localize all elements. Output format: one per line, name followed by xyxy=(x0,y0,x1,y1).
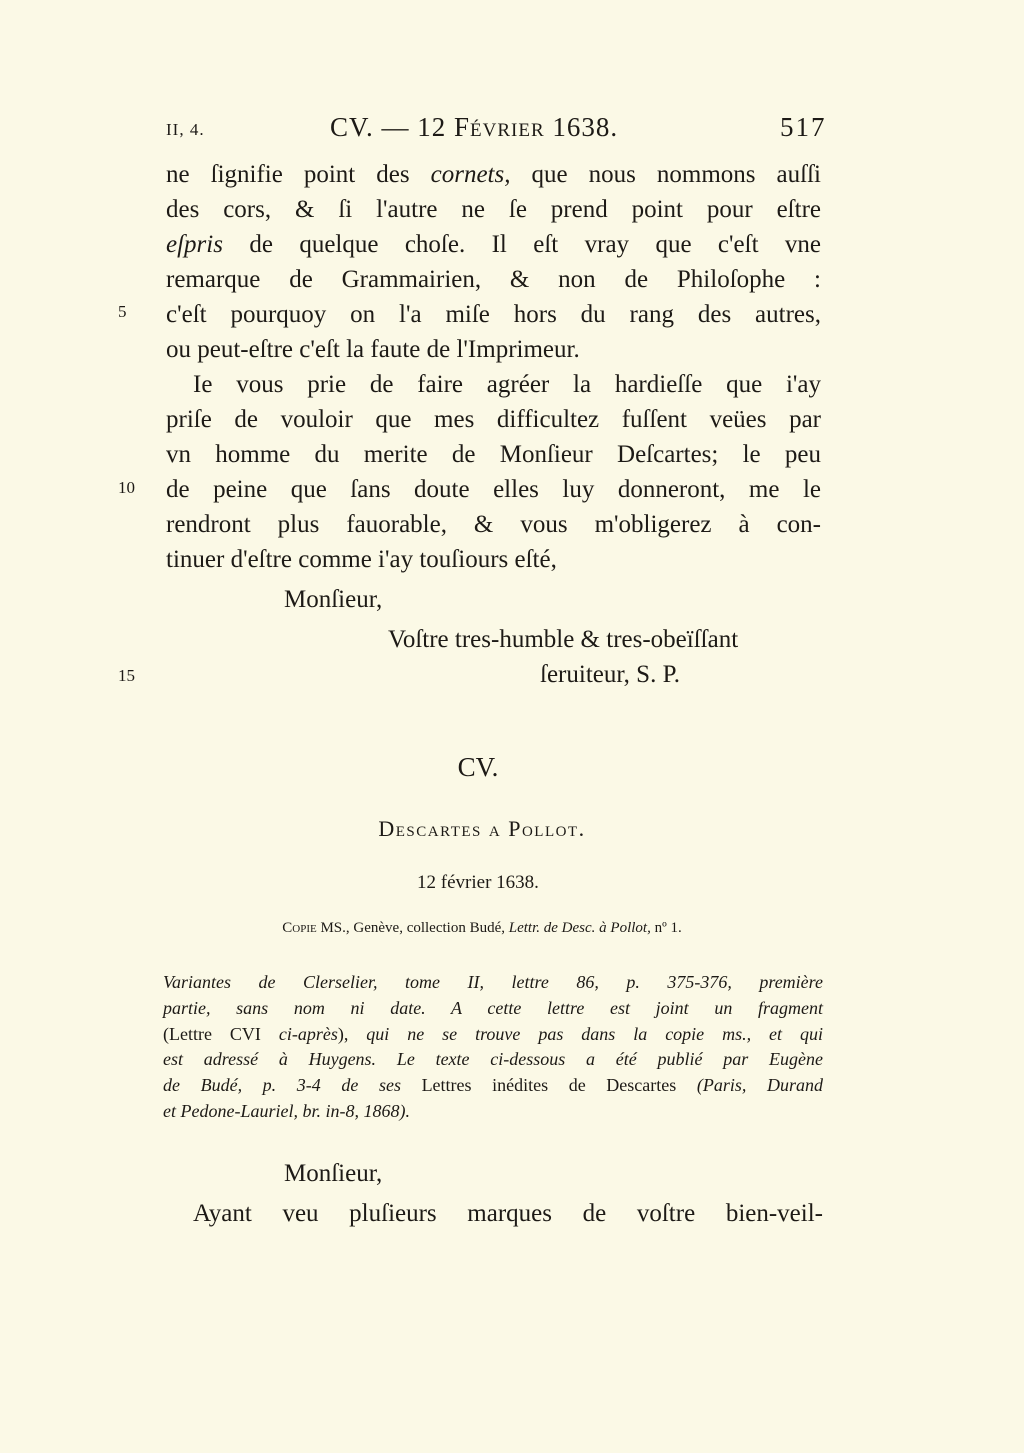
body-line: vn homme du merite de Monſieur Deſcartes; le peu xyxy=(166,441,821,468)
running-date: 12 Février 1638. xyxy=(417,112,619,142)
salutation-2: Monſieur, xyxy=(284,1160,383,1187)
letter-heading-number: CV. xyxy=(457,752,499,782)
note-line: Variantes de Clerselier, tome II, lettre 86, p. 375-376, première xyxy=(163,972,823,992)
body-line: ou peut-eſtre c'eſt la faute de l'Imprimeur. xyxy=(166,336,580,363)
body-line: eſpris de quelque choſe. Il eſt vray que c'eſt vne xyxy=(166,231,821,258)
body-line-last: Ayant veu pluſieurs marques de voſtre bien-veil- xyxy=(193,1200,823,1227)
body-line: priſe de vouloir que mes difficultez fuſſent veües par xyxy=(166,406,821,433)
note-line: partie, sans nom ni date. A cette lettre est joint un fragment xyxy=(163,997,823,1018)
closing-signature: ſeruiteur, S. P. xyxy=(540,661,680,688)
body-line: des cors, & ſi l'autre ne ſe prend point pour eſtre xyxy=(166,196,821,223)
closing-line: Voſtre tres-humble & tres-obeïſſant xyxy=(388,626,739,653)
editorial-note xyxy=(163,970,823,1125)
body-line: c'eſt pourquoy on l'a miſe hors du rang des autres, xyxy=(166,301,821,328)
line-number: 10 xyxy=(118,478,135,497)
signature-mark: II, 4. xyxy=(166,120,205,139)
body-line: rendront plus fauorable, & vous m'obligerez à con- xyxy=(166,511,821,538)
body-line: ne ſignifie point des cornets, que nous nommons auſſi xyxy=(166,161,821,188)
source-note: Copie MS., Genève, collection Budé, Lettr. de Desc. à Pollot, nº 1. xyxy=(282,920,682,936)
letter-heading-date: 12 février 1638. xyxy=(417,872,539,893)
page-number: 517 xyxy=(780,112,827,142)
note-line: est adressé à Huygens. Le texte ci-dessous a été publié par Eugène xyxy=(163,1049,823,1070)
body-line: de peine que ſans doute elles luy donneront, me le xyxy=(166,476,821,503)
note-line: et Pedone-Lauriel, br. in-8, 1868). xyxy=(163,1100,410,1121)
title-dash: — xyxy=(381,112,410,142)
note-line: de Budé, p. 3-4 de ses Lettres inédites de Descartes (Paris, Durand xyxy=(163,1075,823,1096)
running-head xyxy=(0,112,1024,148)
letter-number: CV. xyxy=(330,112,374,142)
salutation: Monſieur, xyxy=(284,586,383,613)
line-number: 15 xyxy=(118,666,135,685)
body-line: remarque de Grammairien, & non de Philoſophe : xyxy=(166,266,821,293)
letter-heading-title: Descartes a Pollot. xyxy=(378,816,586,841)
line-number: 5 xyxy=(118,302,127,321)
body-line: tinuer d'eſtre comme i'ay touſiours eſté, xyxy=(166,546,557,573)
running-title xyxy=(330,112,618,143)
note-line: (Lettre CVI ci-après), qui ne se trouve pas dans la copie ms., et qui xyxy=(163,1023,823,1044)
body-line: Ie vous prie de faire agréer la hardieſſe que i'ay xyxy=(193,371,821,398)
